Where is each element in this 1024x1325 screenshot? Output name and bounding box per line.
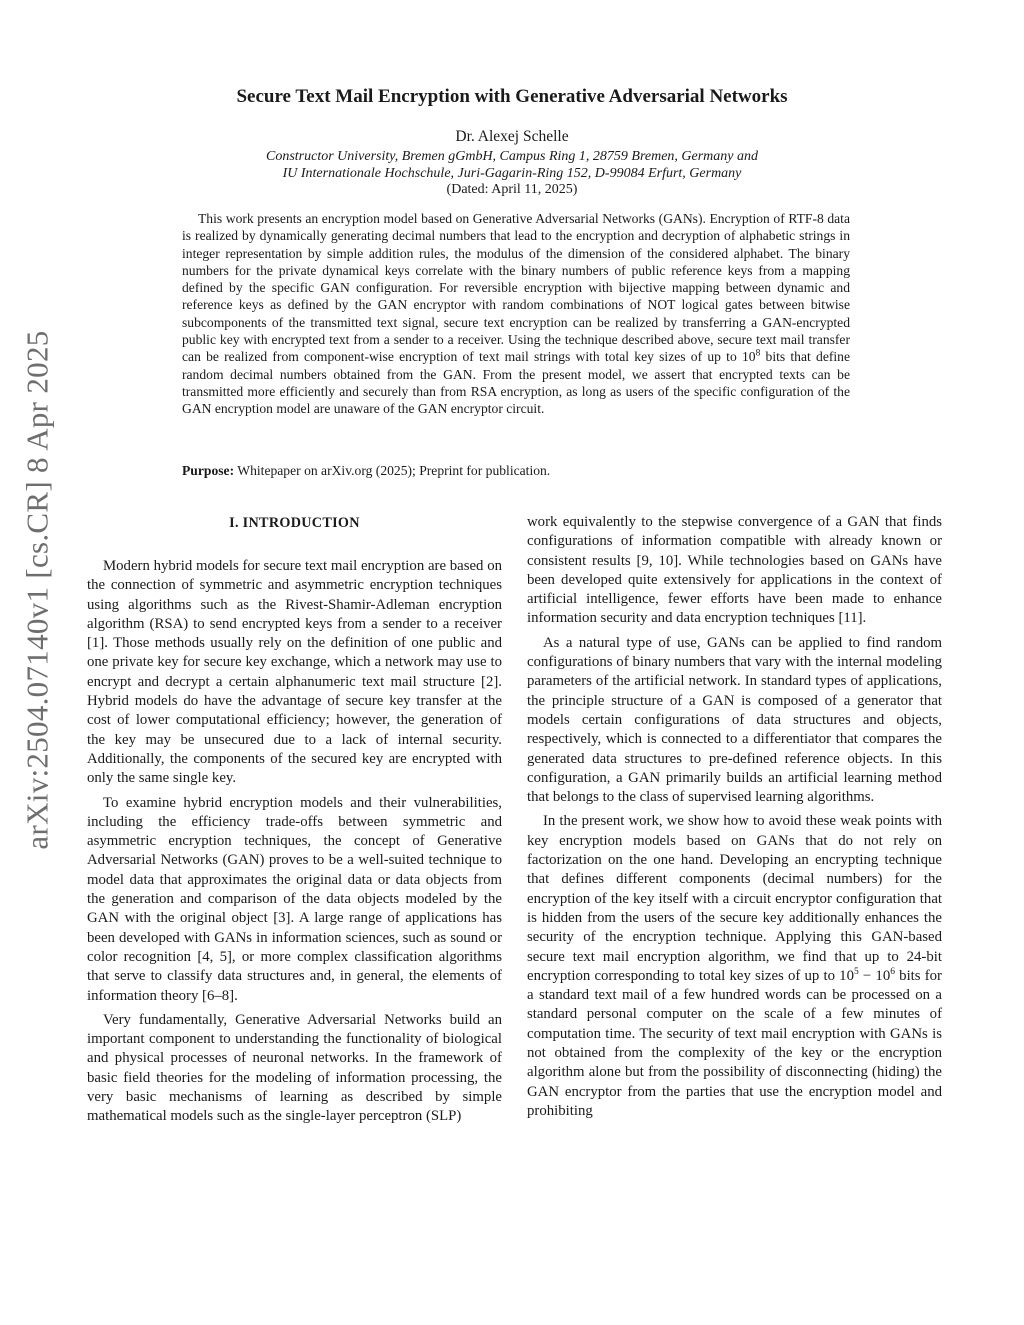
abstract — [182, 210, 850, 418]
arxiv-identifier-sidebar — [18, 200, 58, 980]
abstract-text-part1: This work presents an encryption model based on Generative Adversarial Networks (GANs). Encryption of RTF-8 data is realized by dynamically generating decimal numbers that lead to the encryption and decryption of alphabetic strings in integer representation by simple addition rules, the modulus of the dimension of the considered alphabet. The binary numbers for the private dynamical keys correlate with the binary numbers of public reference keys from a mapping defined by the specific GAN configuration. For reversible encryption with bijective mapping between dynamic and reference keys as defined by the GAN encryptor with random combinations of NOT logical gates between bitwise subcomponents of the transmitted text signal, secure text encryption can be realized by transferring a GAN-encrypted public key with encrypted text from a sender to a receiver. Using the technique described above, secure text mail transfer can be realized from component-wise encryption of text mail strings with total key sizes of up to 10 — [182, 211, 850, 365]
affiliation-1: Constructor University, Bremen gGmbH, Campus Ring 1, 28759 Bremen, Germany and — [265, 149, 759, 164]
paper-title: Secure Text Mail Encryption with Generative Adversarial Networks — [236, 86, 788, 107]
abstract-exponent: 8 — [755, 348, 761, 359]
left-column — [87, 557, 502, 1132]
left-paragraph-1: Modern hybrid models for secure text mail encryption are based on the connection of symmetric and asymmetric encryption techniques using algorithms such as the Rivest-Shamir-Adleman encryption algorithm (RSA) to send encrypted keys from a sender to a receiver [1]. Those methods usually rely on the definition of one public and one private key for secure key exchange, which a network may use to encrypt and decrypt a certain alphanumeric text mail structure [2]. Hybrid models do have the advantage of secure key transfer at the cost of lower computational efficiency; however, the generation of the key may be unsecured due to a lack of internal security. Additionally, the components of the secured key are encrypted with only the same single key. — [87, 558, 502, 787]
right-paragraph-3 — [527, 812, 942, 1121]
section-heading-introduction: I. INTRODUCTION — [229, 515, 360, 531]
right-p3-dash: − 10 — [858, 967, 891, 984]
purpose-line — [182, 463, 850, 479]
author-name: Dr. Alexej Schelle — [455, 128, 569, 145]
purpose-text: Whitepaper on arXiv.org (2025); Preprint for publication. — [234, 463, 551, 478]
left-paragraph-2: To examine hybrid encryption models and their vulnerabilities, including the efficiency trade-offs between symmetric and asymmetric encryption techniques, the concept of Generative Adversarial Networks (GAN) proves to be a well-suited technique to model data that approximates the original data or data objects from the generation and comparison of the data objects modeled by the GAN with the original object [3]. A large range of applications has been developed with GANs in information sciences, such as sound or color recognition [4, 5], or more complex classification algorithms that serve to classify data structures and, in general, the elements of information theory [6–8]. — [87, 794, 502, 1004]
right-p3-text-1: In the present work, we show how to avoid these weak points with key encryption models based on GANs that do not rely on factorization on the one hand. Developing an encrypting technique that defines different components (decimal numbers) for the encryption of the key itself with a circuit encryptor configuration that is hidden from the users of the secure key additionally enhances the security of the encryption technique. Applying this GAN-based secure text mail encryption algorithm, we find that up to 24-bit encryption corresponding to total key sizes of up to 10 — [527, 813, 942, 984]
right-column — [527, 513, 942, 1126]
right-paragraph-2: As a natural type of use, GANs can be applied to find random configurations of binary numbers that vary with the internal modeling parameters of the artificial network. In standard types of applications, the principle structure of a GAN is composed of a generator that models certain configurations of data structures and objects, respectively, which is connected to a differentiator that compares the generated data structures to pre-defined reference objects. In this configuration, a GAN primarily builds an artificial learning method that belongs to the class of supervised learning algorithms. — [527, 634, 942, 806]
abstract-text-part2: bits that define random decimal numbers obtained from the GAN. From the present model, we assert that encrypted texts can be transmitted more efficiently and securely than from RSA encryption, as long as users of the specific configuration of the GAN encryption model are unaware of the GAN encryptor circuit. — [182, 349, 850, 417]
purpose-label: Purpose: — [182, 463, 235, 478]
right-p3-exponent-2: 6 — [890, 966, 895, 977]
right-p3-text-2: bits for a standard text mail of a few hundred words can be processed on a standard personal computer on the scale of a few minutes of computation time. The security of text mail encryption with GANs is not obtained from the complexity of the key or the encryption algorithm alone but from the possibility of disconnecting (hiding) the GAN encryptor from the parties that use the encryption model and prohibiting — [527, 967, 942, 1119]
right-paragraph-1: work equivalently to the stepwise convergence of a GAN that finds configurations of information compatible with already known or consistent results [9, 10]. While technologies based on GANs have been developed quite extensively for applications in the context of artificial intelligence, fewer efforts have been made to enhance information security and data encryption techniques [11]. — [527, 514, 942, 627]
dated-line: (Dated: April 11, 2025) — [446, 182, 578, 197]
affiliation-2: IU Internationale Hochschule, Juri-Gagarin-Ring 152, D-99084 Erfurt, Germany — [282, 166, 742, 181]
left-paragraph-3: Very fundamentally, Generative Adversarial Networks build an important component to understanding the functionality of biological and physical processes of neuronal networks. In the framework of basic field theories for the modeling of information processing, the very basic mechanisms of learning as described by simple mathematical models such as the single-layer perceptron (SLP) — [87, 1011, 502, 1125]
right-p3-exponent-1: 5 — [853, 966, 859, 977]
arxiv-identifier-text: arXiv:2504.07140v1 [cs.CR] 8 Apr 2025 — [20, 330, 55, 850]
